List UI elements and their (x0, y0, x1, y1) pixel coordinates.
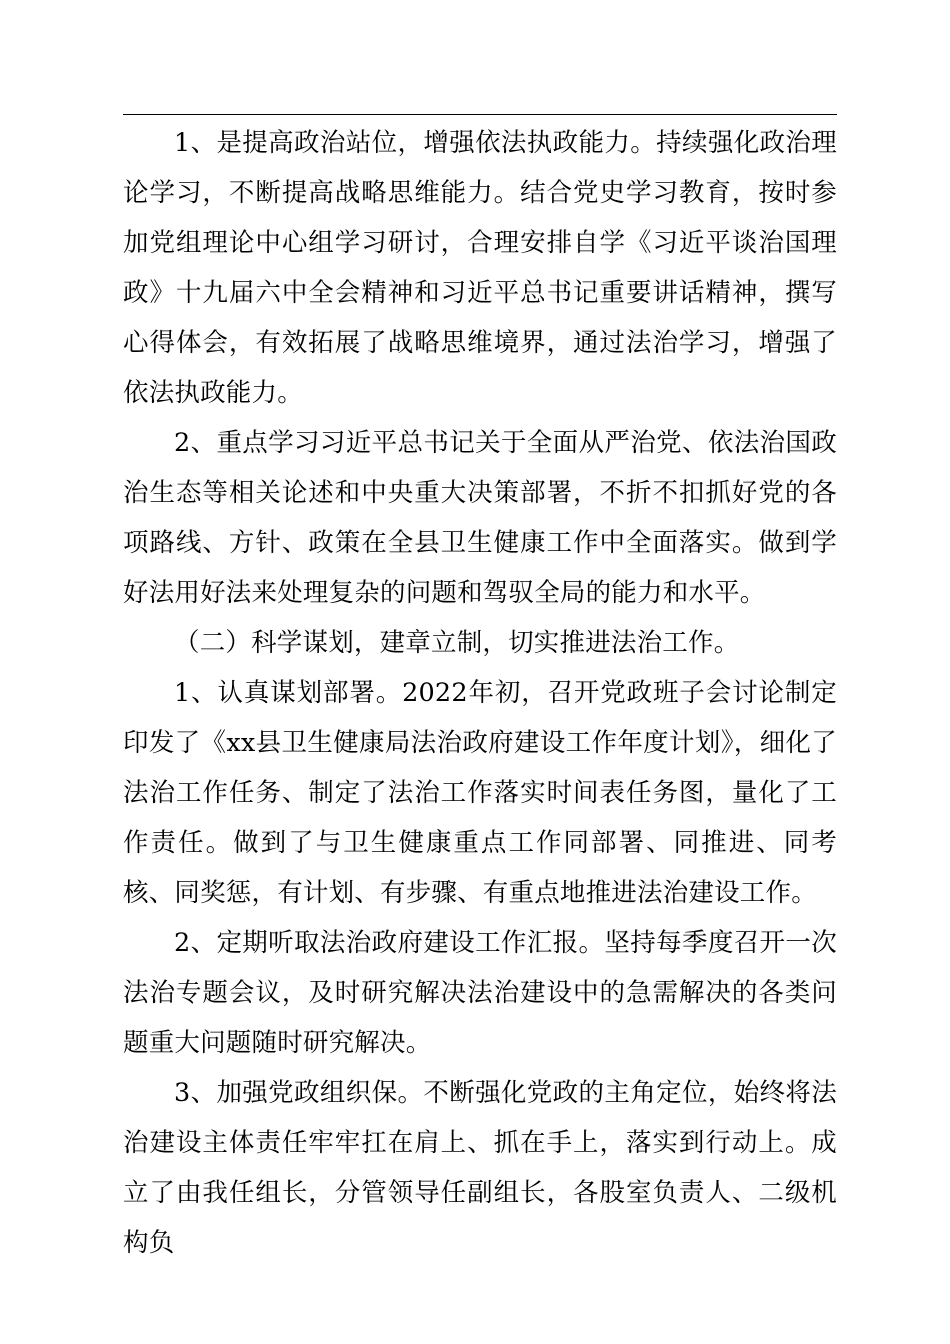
paragraph-3: 1、认真谋划部署。2022年初，召开党政班子会讨论制定印发了《xx县卫生健康局法治政府建设工作年度计划》，细化了法治工作任务、制定了法治工作落实时间表任务图，量化了工作责任。做到了与卫生健康重点工作同部署、同推进、同考核、同奖惩，有计划、有步骤、有重点地推进法治建设工作。 (123, 678, 837, 908)
paragraph-1: 1、是提高政治站位，增强依法执政能力。持续强化政治理论学习，不断提高战略思维能力。结合党史学习教育，按时参加党组理论中心组学习研讨，合理安排自学《习近平谈治国理政》十九届六中全会精神和习近平总书记重要讲话精神，撰写心得体会，有效拓展了战略思维境界，通过法治学习，增强了依法执政能力。 (123, 128, 837, 408)
header-rule (123, 114, 837, 115)
document-body (123, 118, 837, 1268)
paragraph-2: 2、重点学习习近平总书记关于全面从严治党、依法治国政治生态等相关论述和中央重大决策部署，不折不扣抓好党的各项路线、方针、政策在全县卫生健康工作中全面落实。做到学好法用好法来处理复杂的问题和驾驭全局的能力和水平。 (123, 428, 837, 608)
paragraph-4: 2、定期听取法治政府建设工作汇报。坚持每季度召开一次法治专题会议，及时研究解决法治建设中的急需解决的各类问题重大问题随时研究解决。 (123, 928, 837, 1058)
paragraph-5: 3、加强党政组织保。不断强化党政的主角定位，始终将法治建设主体责任牢牢扛在肩上、抓在手上，落实到行动上。成立了由我任组长，分管领导任副组长，各股室负责人、二级机构负 (123, 1078, 837, 1258)
section-heading: （二）科学谋划，建章立制，切实推进法治工作。 (174, 628, 740, 658)
